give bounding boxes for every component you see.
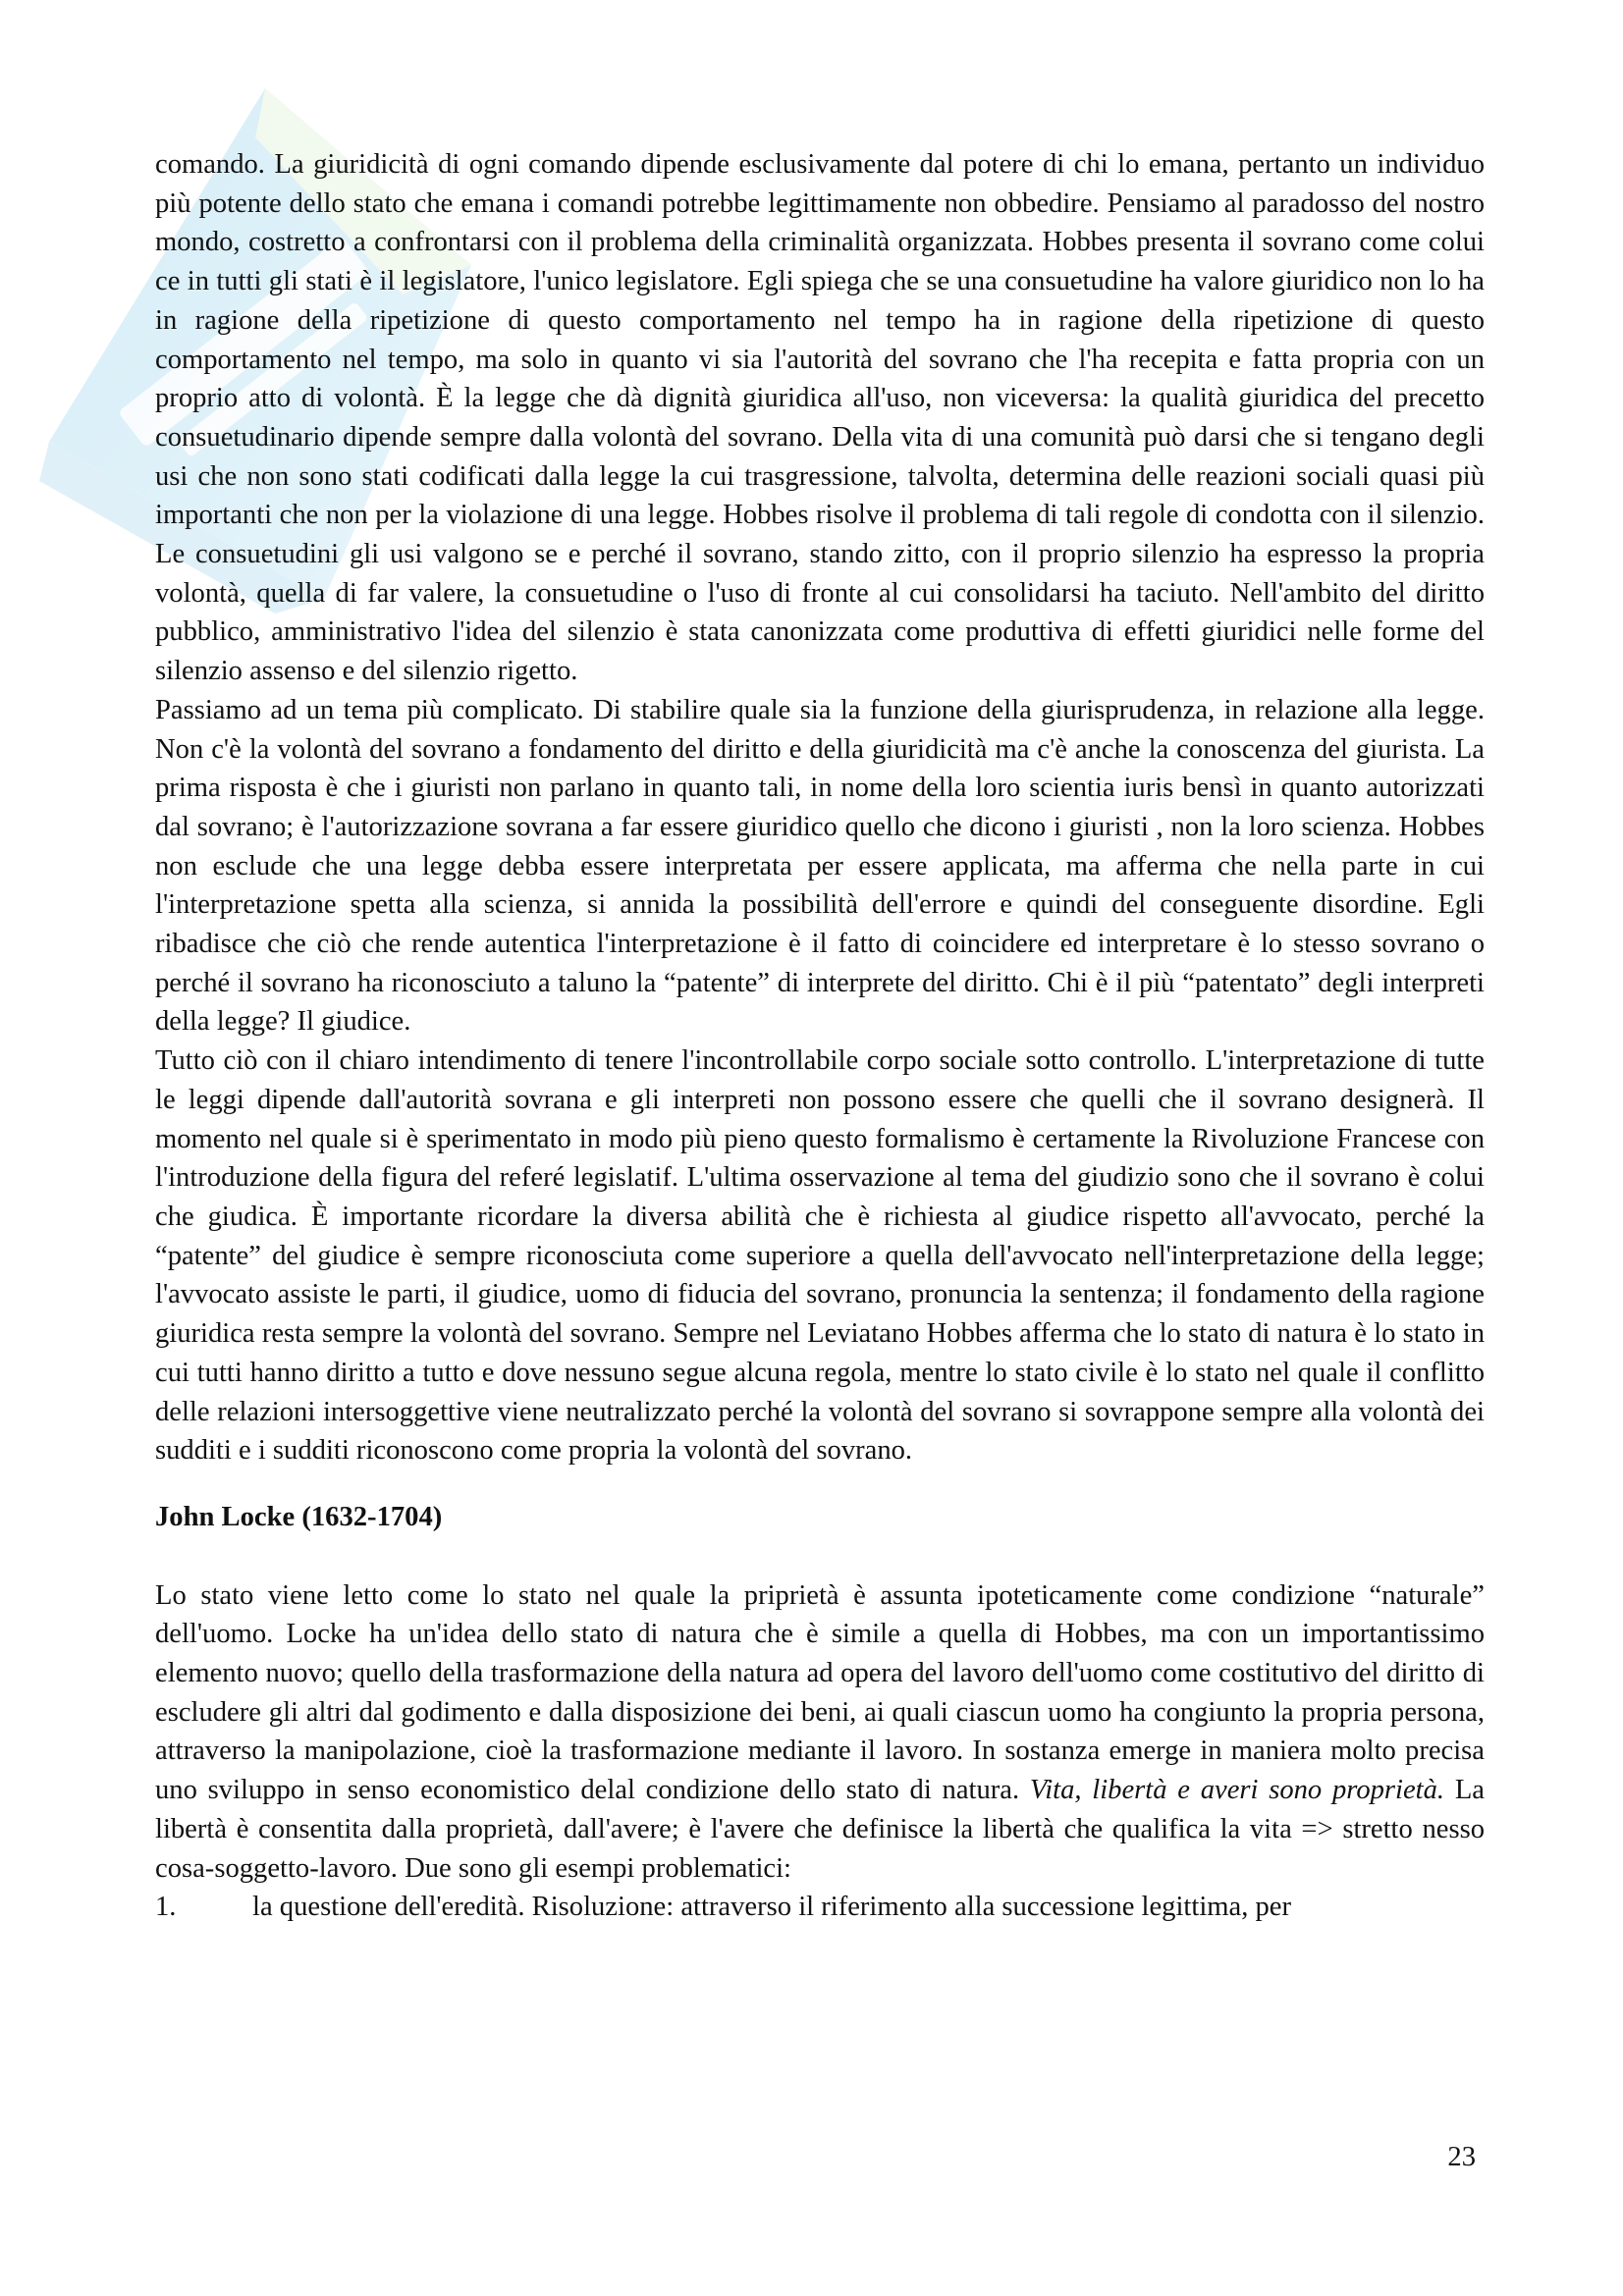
section-heading-locke: John Locke (1632-1704)	[155, 1501, 443, 1532]
paragraph-jurisprudence: Passiamo ad un tema più complicato. Di stabilire quale sia la funzione della giurisprudenza, in relazione alla legge. Non c'è la volontà del sovrano a fondamento del diritto e della giuridicità ma c'è anche la conoscenza del giurista. La prima risposta è che i giuristi non parlano in quanto tali, in nome della loro scientia iuris bensì in quanto autorizzati dal sovrano; è l'autorizzazione sovrana a far essere giuridico quello che dicono i giuristi , non la loro scienza. Hobbes non esclude che una legge debba essere interpretata per essere applicata, ma afferma che nella parte in cui l'interpretazione spetta alla scienza, si annida la possibilità dell'errore e quindi del conseguente disordine. Egli ribadisce che ciò che rende autentica l'interpretazione è il fatto di coincidere ed interpretare è lo stesso sovrano o perché il sovrano ha riconosciuto a taluno la “patente” di interprete del diritto. Chi è il più “patentato” degli interpreti della legge? Il giudice.	[155, 694, 1485, 1038]
locke-text-start: Lo stato viene letto come lo stato nel quale la priprietà è assunta ipoteticamente come condizione “naturale” dell'uomo. Locke ha un'idea dello stato di natura che è simile a quella di Hobbes, ma con un importantissimo elemento nuovo; quello della trasformazione della natura ad opera del lavoro dell'uomo come costitutivo del diritto di escludere gli altri dal godimento e dalla disposizione dei beni, ai quali ciascun uomo ha congiunto la propria persona, attraverso la manipolazione, cioè la trasformazione mediante il lavoro. In sostanza emerge in maniera molto precisa uno sviluppo in senso economistico delal condizione dello stato di natura.	[155, 1579, 1485, 1806]
list-item	[155, 1888, 1485, 1927]
locke-italic-phrase: Vita, libertà e averi sono proprietà.	[1029, 1775, 1445, 1806]
list-item-text: la questione dell'eredità. Risoluzione: attraverso il riferimento alla successione legittima, per	[252, 1892, 1291, 1923]
paragraph-locke	[155, 1576, 1485, 1889]
document-body	[155, 145, 1485, 1927]
page-number: 23	[1447, 2142, 1476, 2172]
paragraph-interpretation: Tutto ciò con il chiaro intendimento di tenere l'incontrollabile corpo sociale sotto controllo. L'interpretazione di tutte le leggi dipende dall'autorità sovrana e gli interpreti non possono essere che quelli che il sovrano designerà. Il momento nel quale si è sperimentato in modo più pieno questo formalismo è certamente la Rivoluzione Francese con l'introduzione della figura del referé legislatif. L'ultima osservazione al tema del giudizio sono che il sovrano è colui che giudica. È importante ricordare la diversa abilità che è richiesta al giudice rispetto all'avvocato, perché la “patente” del giudice è sempre riconosciuta come superiore a quella dell'avvocato nell'interpretazione della legge; l'avvocato assiste le parti, il giudice, uomo di fiducia del sovrano, pronuncia la sentenza; il fondamento della ragione giuridica resta sempre la volontà del sovrano. Sempre nel Leviatano Hobbes afferma che lo stato di natura è lo stato in cui tutti hanno diritto a tutto e dove nessuno segue alcuna regola, mentre lo stato civile è lo stato nel quale il conflitto delle relazioni intersoggettive viene neutralizzato perché la volontà del sovrano si sovrappone sempre alla volontà dei sudditi e i sudditi riconoscono come propria la volontà del sovrano.	[155, 1045, 1485, 1467]
list-item-number: 1.	[155, 1892, 177, 1923]
locke-text-end: La libertà è consentita dalla proprietà, dall'avere; è l'avere che definisce la libertà che qualifica la vita => stretto nesso cosa-soggetto-lavoro. Due sono gli esempi problematici:	[155, 1775, 1485, 1884]
paragraph-hobbes-custom: comando. La giuridicità di ogni comando dipende esclusivamente dal potere di chi lo emana, pertanto un individuo più potente dello stato che emana i comandi potrebbe legittimamente non obbedire. Pensiamo al paradosso del nostro mondo, costretto a confrontarsi con il problema della criminalità organizzata. Hobbes presenta il sovrano come colui ce in tutti gli stati è il legislatore, l'unico legislatore. Egli spiega che se una consuetudine ha valore giuridico non lo ha in ragione della ripetizione di questo comportamento nel tempo ha in ragione della ripetizione di questo comportamento nel tempo, ma solo in quanto vi sia l'autorità del sovrano che l'ha recepita e fatta propria con un proprio atto di volontà. È la legge che dà dignità giuridica all'uso, non viceversa: la qualità giuridica del precetto consuetudinario dipende sempre dalla volontà del sovrano. Della vita di una comunità può darsi che si tengano degli usi che non sono stati codificati dalla legge la cui trasgressione, talvolta, determina delle reazioni sociali quasi più importanti che non per la violazione di una legge. Hobbes risolve il problema di tali regole di condotta con il silenzio. Le consuetudini gli usi valgono se e perché il sovrano, stando zitto, con il proprio silenzio ha espresso la propria volontà, quella di far valere, la consuetudine o l'uso di fronte al cui consolidarsi ha taciuto. Nell'ambito del diritto pubblico, amministrativo l'idea del silenzio è stata canonizzata come produttiva di effetti giuridici nelle forme del silenzio assenso e del silenzio rigetto.	[155, 149, 1485, 687]
